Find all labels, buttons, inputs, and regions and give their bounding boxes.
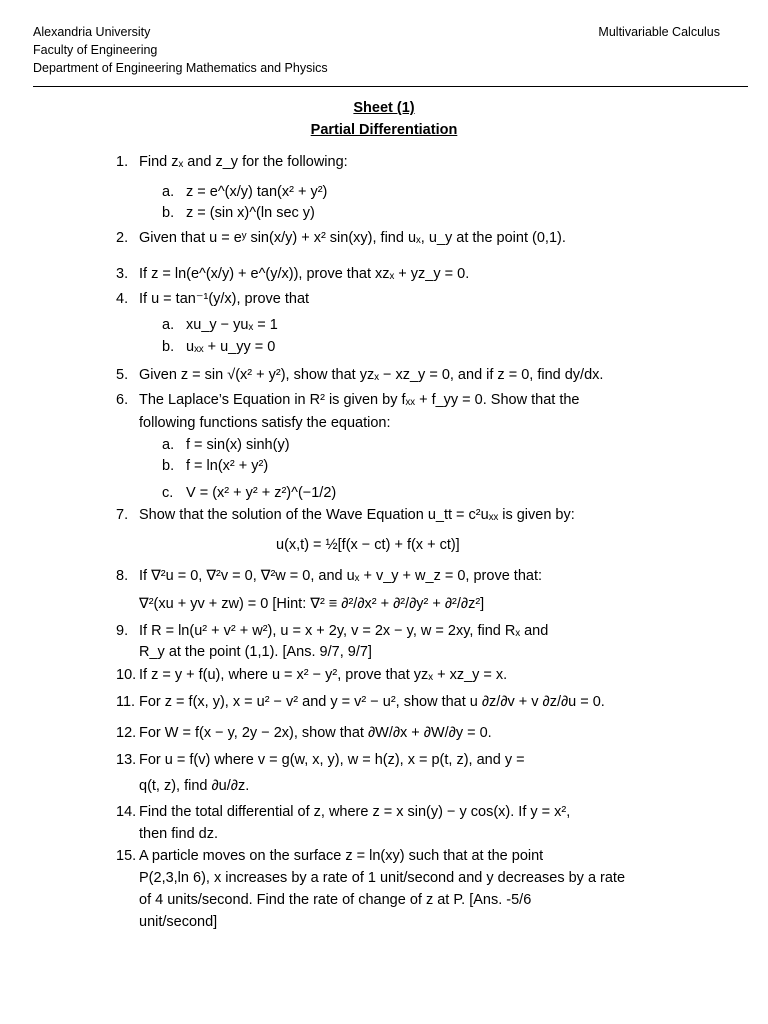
item-number: 1.	[116, 154, 129, 170]
problem-line: R_y at the point (1,1). [Ans. 9/7, 9/7]	[139, 644, 372, 660]
problem-line: If z = ln(e^(x/y) + e^(y/x)), prove that xzₓ + yz_y = 0.	[139, 266, 470, 282]
problem-line: following functions satisfy the equation:	[139, 415, 391, 431]
problem-line: ∇²(xu + yv + zw) = 0 [Hint: ∇² ≡ ∂²/∂x² + ∂²/∂y² + ∂²/∂z²]	[139, 596, 485, 612]
problem-line: The Laplace’s Equation in R² is given by fₓₓ + f_yy = 0. Show that the	[139, 392, 580, 408]
problem-line: V = (x² + y² + z²)^(−1/2)	[186, 485, 337, 501]
item-number: b.	[162, 458, 175, 474]
problem-line: Given that u = eʸ sin(x/y) + x² sin(xy), find uₓ, u_y at the point (0,1).	[139, 230, 566, 246]
sheet-subtitle: Partial Differentiation	[310, 122, 458, 138]
item-number: b.	[162, 205, 175, 221]
item-number: 2.	[116, 230, 129, 246]
faculty-name: Faculty of Engineering	[33, 43, 158, 57]
department-name: Department of Engineering Mathematics and Physics	[33, 61, 328, 75]
problem-line: Find zₓ and z_y for the following:	[139, 154, 348, 170]
problem-line: If R = ln(u² + v² + w²), u = x + 2y, v = 2x − y, w = 2xy, find Rₓ and	[139, 623, 549, 639]
item-number: 8.	[116, 568, 129, 584]
problem-line: of 4 units/second. Find the rate of change of z at P. [Ans. -5/6	[139, 892, 532, 908]
problem-line: q(t, z), find ∂u/∂z.	[139, 778, 250, 794]
item-number: 12.	[116, 725, 137, 741]
item-number: 4.	[116, 291, 129, 307]
problem-line: A particle moves on the surface z = ln(xy) such that at the point	[139, 848, 544, 864]
university-name: Alexandria University	[33, 25, 151, 39]
item-number: 15.	[116, 848, 137, 864]
problem-line: u(x,t) = ½[f(x − ct) + f(x + ct)]	[276, 537, 460, 553]
problem-line: f = ln(x² + y²)	[186, 458, 269, 474]
problem-line: z = e^(x/y) tan(x² + y²)	[186, 184, 328, 200]
header-left	[33, 23, 328, 77]
header-divider	[33, 86, 748, 87]
problem-line: uₓₓ + u_yy = 0	[186, 339, 276, 355]
item-number: 9.	[116, 623, 129, 639]
problem-line: P(2,3,ln 6), x increases by a rate of 1 unit/second and y decreases by a rate	[139, 870, 626, 886]
problem-line: Given z = sin √(x² + y²), show that yzₓ − xz_y = 0, and if z = 0, find dy/dx.	[139, 367, 604, 383]
problem-line: For u = f(v) where v = g(w, x, y), w = h(z), x = p(t, z), and y =	[139, 752, 525, 768]
item-number: c.	[162, 485, 174, 501]
problem-line: Find the total differential of z, where z = x sin(y) − y cos(x). If y = x²,	[139, 804, 571, 820]
item-number: 5.	[116, 367, 129, 383]
problem-line: Show that the solution of the Wave Equation u_tt = c²uₓₓ is given by:	[139, 507, 575, 523]
problem-line: z = (sin x)^(ln sec y)	[186, 205, 315, 221]
sheet-title: Sheet (1)	[353, 100, 415, 116]
item-number: a.	[162, 184, 175, 200]
problem-line: unit/second]	[139, 914, 218, 930]
problem-line: xu_y − yuₓ = 1	[186, 317, 278, 333]
problem-line: then find dz.	[139, 826, 218, 842]
item-number: 6.	[116, 392, 129, 408]
item-number: a.	[162, 437, 175, 453]
problem-line: For z = f(x, y), x = u² − v² and y = v² − u², show that u ∂z/∂v + v ∂z/∂u = 0.	[139, 694, 605, 710]
problem-line: If z = y + f(u), where u = x² − y², prove that yzₓ + xz_y = x.	[139, 667, 508, 683]
item-number: 3.	[116, 266, 129, 282]
item-number: 13.	[116, 752, 137, 768]
item-number: b.	[162, 339, 175, 355]
problem-line: f = sin(x) sinh(y)	[186, 437, 290, 453]
item-number: 11.	[116, 694, 136, 710]
problem-line: If u = tan⁻¹(y/x), prove that	[139, 291, 310, 307]
course-name: Multivariable Calculus	[598, 25, 720, 39]
item-number: a.	[162, 317, 175, 333]
problem-line: If ∇²u = 0, ∇²v = 0, ∇²w = 0, and uₓ + v_y + w_z = 0, prove that:	[139, 568, 542, 584]
item-number: 14.	[116, 804, 137, 820]
problem-line: For W = f(x − y, 2y − 2x), show that ∂W/∂x + ∂W/∂y = 0.	[139, 725, 492, 741]
item-number: 7.	[116, 507, 129, 523]
item-number: 10.	[116, 667, 137, 683]
